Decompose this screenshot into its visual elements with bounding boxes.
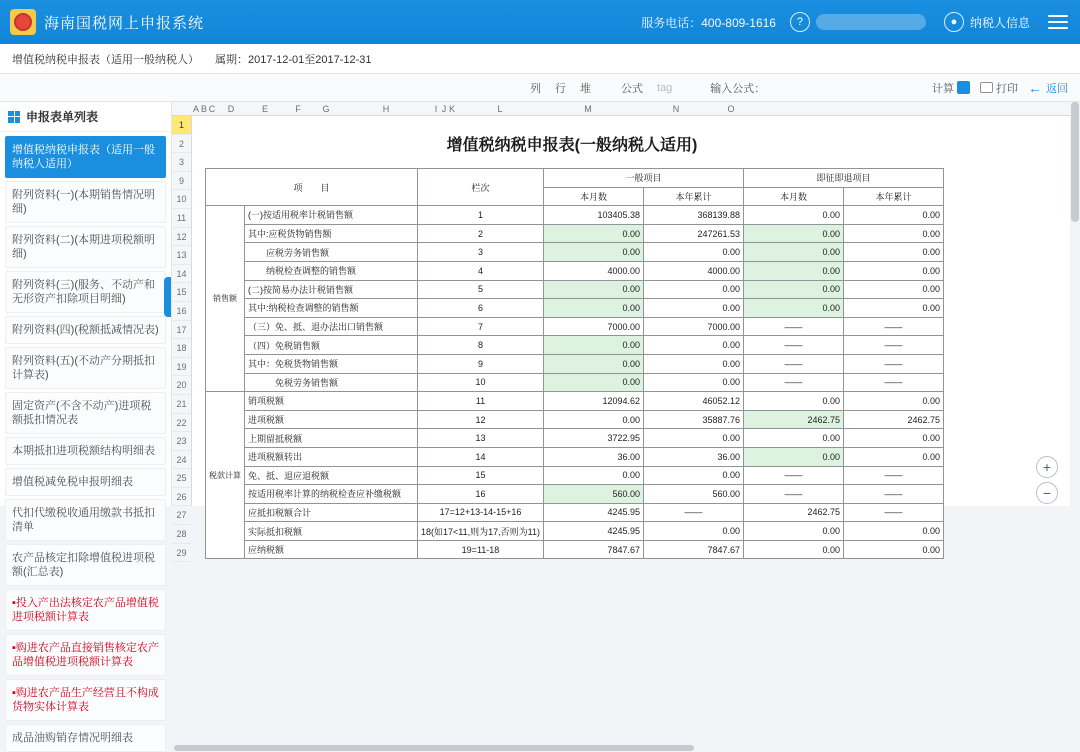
cell-line-no[interactable]: 17=12+13-14-15+16 [418,503,544,522]
cell-i_month[interactable]: 0.00 [743,280,843,299]
sidebar-title-label: 申报表单列表 [26,110,99,124]
cell-i_month[interactable]: —— [743,317,843,336]
sidebar-item-label: 附列资料(五)(不动产分期抵扣计算表) [12,355,155,381]
spreadsheet [172,102,1080,558]
cell-item[interactable]: 应税劳务销售额 [245,243,418,262]
cell-item[interactable]: (二)按简易办法计税销售额 [245,280,418,299]
cell-g_ytd[interactable]: 0.00 [643,354,743,373]
cell-g_month[interactable]: 36.00 [543,447,643,466]
cell-line-no[interactable]: 16 [418,485,544,504]
cell-g_ytd[interactable]: 7847.67 [643,540,743,559]
row-header-13[interactable]: 13 [172,246,191,265]
cell-g_month[interactable]: 4000.00 [543,261,643,280]
cell-i_month[interactable]: 2462.75 [743,410,843,429]
sidebar-item-label: 固定资产(不含不动产)进项税额抵扣情况表 [12,400,152,426]
row-header-16[interactable]: 16 [172,302,191,321]
column-header-M[interactable]: M [584,104,592,114]
sidebar-item-14[interactable] [5,724,166,752]
cell-i_ytd[interactable]: 0.00 [843,540,943,559]
cell-g_ytd[interactable]: 0.00 [643,429,743,448]
column-header-B[interactable]: B [200,104,207,114]
cell-item[interactable]: 其中:纳税检查调整的销售额 [245,299,418,318]
cell-item[interactable]: （四）免税销售额 [245,336,418,355]
row-header-23[interactable]: 23 [172,432,191,451]
row-header-11[interactable]: 11 [172,209,191,228]
cell-i_ytd[interactable]: 0.00 [843,299,943,318]
header-group-general[interactable]: 一般项目 [543,169,743,188]
cell-i_ytd[interactable]: 0.00 [843,261,943,280]
sidebar-item-11[interactable] [5,589,166,631]
cell-line-no[interactable]: 12 [418,410,544,429]
cell-i_ytd[interactable]: —— [843,466,943,485]
cell-i_month[interactable]: 0.00 [743,224,843,243]
cell-g_ytd[interactable]: 368139.88 [643,206,743,225]
row-header-15[interactable]: 15 [172,283,191,302]
cell-g_month[interactable]: 0.00 [543,373,643,392]
cell-i_month[interactable]: 0.00 [743,522,843,541]
sidebar-list [0,132,171,752]
cell-item[interactable]: 免税劳务销售额 [245,373,418,392]
sidebar-item-8[interactable] [5,468,166,496]
cell-i_month[interactable]: 0.00 [743,447,843,466]
row-header-27[interactable]: 27 [172,506,191,525]
arrow-left-icon: ← [1028,79,1042,96]
cell-i_ytd[interactable]: 0.00 [843,243,943,262]
table-row [206,410,944,429]
cell-i_ytd[interactable]: —— [843,336,943,355]
printer-icon [980,82,993,93]
cell-line-no[interactable]: 5 [418,280,544,299]
app-title: 海南国税网上申报系统 [44,14,205,32]
cell-item[interactable]: (一)按适用税率计税销售额 [245,206,418,225]
user-info-label: 纳税人信息 [969,15,1030,30]
table-row [206,392,944,411]
column-headers [172,102,1080,116]
cell-item[interactable]: 应纳税额 [245,540,418,559]
cell-i_ytd[interactable]: —— [843,503,943,522]
row-header-18[interactable]: 18 [172,339,191,358]
sidebar-item-label: 附列资料(二)(本期进项税额明细) [12,234,155,260]
row-header-29[interactable]: 29 [172,544,191,563]
side-label-tax[interactable]: 税款计算 [206,392,245,559]
header-sub-3[interactable]: 本年累计 [843,187,943,206]
sidebar-item-1[interactable] [5,181,166,223]
cell-line-no[interactable]: 2 [418,224,544,243]
cell-i_month[interactable]: —— [743,373,843,392]
account-pill [816,14,926,30]
sidebar-scroll-handle[interactable] [164,277,171,317]
column-header-G[interactable]: G [322,104,330,114]
column-header-C[interactable]: C [208,104,216,114]
cell-g_month[interactable]: 0.00 [543,243,643,262]
table-row [206,280,944,299]
cell-i_ytd[interactable]: —— [843,317,943,336]
sidebar-title [0,102,171,132]
side-label-sales[interactable]: 销售额 [206,206,245,392]
cell-line-no[interactable]: 19=11-18 [418,540,544,559]
row-header-14[interactable]: 14 [172,265,191,284]
merge-button[interactable]: 堆 [580,82,591,95]
table-row [206,522,944,541]
sidebar-item-10[interactable] [5,544,166,586]
formula-button[interactable]: 公式 [621,82,643,95]
col-button[interactable]: 列 [530,82,541,95]
table-row [206,299,944,318]
sidebar-item-label: ▪购进农产品生产经营且不构成货物实体计算表 [12,687,159,713]
column-header-F[interactable]: F [295,104,301,114]
horizontal-scrollbar[interactable] [172,744,1070,752]
question-circle-icon[interactable]: ? [790,12,810,32]
cell-g_ytd[interactable]: 0.00 [643,336,743,355]
sidebar-item-label: 增值税减免税申报明细表 [12,476,133,488]
cell-g_ytd[interactable]: —— [643,503,743,522]
cell-g_ytd[interactable]: 0.00 [643,299,743,318]
sidebar-item-13[interactable] [5,679,166,721]
back-label: 返回 [1046,82,1068,95]
cell-g_month[interactable]: 0.00 [543,224,643,243]
cell-line-no[interactable]: 11 [418,392,544,411]
table-row [206,373,944,392]
table-row [206,336,944,355]
cell-item[interactable]: （三）免、抵、退办法出口销售额 [245,317,418,336]
cell-g_month[interactable]: 7000.00 [543,317,643,336]
column-header-N[interactable]: N [672,104,680,114]
row-header-28[interactable]: 28 [172,525,191,544]
cell-g_ytd[interactable]: 247261.53 [643,224,743,243]
sidebar-item-3[interactable] [5,271,166,313]
cell-item[interactable]: 按适用税率计算的纳税检查应补缴税额 [245,485,418,504]
table-row [206,224,944,243]
sidebar-item-label: 代扣代缴税收通用缴款书抵扣清单 [12,507,155,533]
cell-item[interactable]: 销项税额 [245,392,418,411]
zoom-out-button[interactable]: − [1036,482,1058,504]
calc-button[interactable] [932,80,970,96]
sidebar-item-label: 附列资料(一)(本期销售情况明细) [12,189,155,215]
cell-item[interactable]: 进项税额 [245,410,418,429]
column-header-K[interactable]: K [448,104,455,114]
cell-i_ytd[interactable]: 0.00 [843,392,943,411]
cell-g_month[interactable]: 0.00 [543,410,643,429]
tag-button[interactable]: tag [657,81,673,94]
input-formula-label: 输入公式： [710,82,766,95]
cell-g_ytd[interactable]: 0.00 [643,466,743,485]
cell-i_ytd[interactable]: 0.00 [843,522,943,541]
sidebar-item-label: 农产品核定扣除增值税进项税额(汇总表) [12,552,155,578]
cell-line-no[interactable]: 6 [418,299,544,318]
row-header-24[interactable]: 24 [172,451,191,470]
period-label: 属期：2017-12-01至2017-12-31 [215,53,372,66]
cell-g_month[interactable]: 560.00 [543,485,643,504]
sidebar-item-label: 附列资料(三)(服务、不动产和无形资产扣除项目明细) [12,279,155,305]
sidebar-item-7[interactable] [5,437,166,465]
table-row [206,206,944,225]
cell-item[interactable]: 应抵扣税额合计 [245,503,418,522]
vertical-scrollbar[interactable] [1070,102,1080,506]
print-label: 打印 [996,82,1018,95]
table-row [206,466,944,485]
cell-i_month[interactable]: 0.00 [743,261,843,280]
top-bar-right [641,12,1080,32]
sidebar [0,102,172,744]
cell-line-no[interactable]: 7 [418,317,544,336]
cell-line-no[interactable]: 18(如17<11,则为17,否则为11) [418,522,544,541]
cell-i_ytd[interactable]: 0.00 [843,206,943,225]
calculator-icon [957,81,970,94]
cell-i_month[interactable]: 0.00 [743,392,843,411]
calc-label: 计算 [932,82,954,95]
service-phone: 服务电话：400-809-1616 [641,15,776,30]
cell-g_ytd[interactable]: 36.00 [643,447,743,466]
row-header-10[interactable]: 10 [172,190,191,209]
cell-g_month[interactable]: 3722.95 [543,429,643,448]
column-header-D[interactable]: D [227,104,235,114]
cell-i_ytd[interactable]: —— [843,373,943,392]
cell-i_ytd[interactable]: —— [843,485,943,504]
header-sub-1[interactable]: 本年累计 [643,187,743,206]
table-header-row [206,169,944,188]
cell-line-no[interactable]: 13 [418,429,544,448]
cell-i_month[interactable]: 0.00 [743,243,843,262]
cell-g_ytd[interactable]: 0.00 [643,243,743,262]
header-sub-2[interactable]: 本月数 [743,187,843,206]
row-header-17[interactable]: 17 [172,321,191,340]
table-row [206,317,944,336]
cell-line-no[interactable]: 4 [418,261,544,280]
table-row [206,261,944,280]
cell-i_month[interactable]: 0.00 [743,540,843,559]
print-button[interactable] [980,80,1018,96]
row-header-25[interactable]: 25 [172,469,191,488]
header-line-no[interactable]: 栏次 [418,169,544,206]
top-bar [0,0,1080,44]
sidebar-item-label: 成品油购销存情况明细表 [12,732,133,744]
row-header-21[interactable]: 21 [172,395,191,414]
cell-i_month[interactable]: 0.00 [743,299,843,318]
back-button[interactable] [1028,80,1068,96]
column-header-H[interactable]: H [382,104,390,114]
cell-item[interactable]: 免、抵、退应退税额 [245,466,418,485]
row-header-1[interactable]: 1 [172,116,191,135]
sidebar-item-0[interactable] [5,136,166,178]
table-row [206,354,944,373]
cell-g_ytd[interactable]: 35887.76 [643,410,743,429]
sheet-canvas[interactable] [192,116,1080,556]
cell-i_ytd[interactable]: 0.00 [843,224,943,243]
table-row [206,429,944,448]
sidebar-item-label: ▪投入产出法核定农产品增值税进项税额计算表 [12,597,159,623]
breadcrumb: 增值税纳税申报表（适用一般纳税人） [12,53,199,66]
cell-line-no[interactable]: 15 [418,466,544,485]
table-row [206,243,944,262]
cell-i_month[interactable]: —— [743,466,843,485]
header-group-immediate[interactable]: 即征即退项目 [743,169,943,188]
formula-toolbar [0,74,1080,102]
header-sub-0[interactable]: 本月数 [543,187,643,206]
sidebar-item-label: 本期抵扣进项税额结构明细表 [12,445,155,457]
grid-icon [8,111,20,123]
column-header-E[interactable]: E [261,104,268,114]
cell-g_month[interactable]: 0.00 [543,354,643,373]
cell-item[interactable]: 纳税检查调整的销售额 [245,261,418,280]
row-header-12[interactable]: 12 [172,228,191,247]
cell-g_month[interactable]: 7847.67 [543,540,643,559]
zoom-in-button[interactable]: + [1036,456,1058,478]
cell-g_month[interactable]: 0.00 [543,299,643,318]
cell-g_month[interactable]: 4245.95 [543,503,643,522]
app-logo [0,9,204,35]
row-header-22[interactable]: 22 [172,414,191,433]
user-info-button[interactable] [944,12,1030,32]
table-row [206,503,944,522]
header-item[interactable]: 项 目 [206,169,418,206]
column-header-J[interactable]: J [441,104,447,114]
cell-i_ytd[interactable]: 0.00 [843,280,943,299]
formula-toolbar-right [932,80,1080,96]
row-header-26[interactable]: 26 [172,488,191,507]
cell-g_ytd[interactable]: 7000.00 [643,317,743,336]
hamburger-icon[interactable] [1048,15,1068,29]
cell-g_ytd[interactable]: 4000.00 [643,261,743,280]
row-header-3[interactable]: 3 [172,153,191,172]
cell-i_ytd[interactable]: 0.00 [843,447,943,466]
cell-i_month[interactable]: —— [743,336,843,355]
cell-i_month[interactable]: —— [743,354,843,373]
cell-g_month[interactable]: 0.00 [543,280,643,299]
row-header-9[interactable]: 9 [172,172,191,191]
sidebar-item-4[interactable] [5,316,166,344]
cell-g_month[interactable]: 103405.38 [543,206,643,225]
sidebar-item-label: ▪购进农产品直接销售核定农产品增值税进项税额计算表 [12,642,159,668]
row-header-2[interactable]: 2 [172,135,191,154]
cell-i_ytd[interactable]: 0.00 [843,429,943,448]
row-header-19[interactable]: 19 [172,358,191,377]
sidebar-item-label: 增值税纳税申报表（适用一般纳税人适用） [12,144,155,170]
column-header-L[interactable]: L [497,104,503,114]
cell-i_month[interactable]: 0.00 [743,429,843,448]
cell-item[interactable]: 其中:应税货物销售额 [245,224,418,243]
sidebar-item-2[interactable] [5,226,166,268]
row-button[interactable]: 行 [555,82,566,95]
cell-g_ytd[interactable]: 560.00 [643,485,743,504]
sidebar-item-12[interactable] [5,634,166,676]
column-header-A[interactable]: A [192,104,199,114]
cell-i_ytd[interactable]: 2462.75 [843,410,943,429]
cell-i_month[interactable]: 0.00 [743,206,843,225]
cell-item[interactable]: 上期留抵税额 [245,429,418,448]
cell-item[interactable]: 进项税额转出 [245,447,418,466]
emblem-icon [10,9,36,35]
row-headers [172,116,192,558]
cell-item[interactable]: 其中：免税货物销售额 [245,354,418,373]
cell-g_ytd[interactable]: 0.00 [643,280,743,299]
cell-line-no[interactable]: 14 [418,447,544,466]
cell-line-no[interactable]: 1 [418,206,544,225]
row-header-20[interactable]: 20 [172,376,191,395]
cell-g_ytd[interactable]: 0.00 [643,522,743,541]
cell-line-no[interactable]: 9 [418,354,544,373]
tax-form-table [205,168,944,559]
cell-g_ytd[interactable]: 0.00 [643,373,743,392]
cell-i_month[interactable]: —— [743,485,843,504]
cell-i_month[interactable]: 2462.75 [743,503,843,522]
cell-line-no[interactable]: 8 [418,336,544,355]
sidebar-item-5[interactable] [5,347,166,389]
table-row [206,540,944,559]
column-header-O[interactable]: O [727,104,735,114]
cell-item[interactable]: 实际抵扣税额 [245,522,418,541]
column-header-I[interactable]: I [434,104,438,114]
cell-i_ytd[interactable]: —— [843,354,943,373]
table-row [206,447,944,466]
cell-g_month[interactable]: 0.00 [543,466,643,485]
cell-line-no[interactable]: 3 [418,243,544,262]
user-circle-icon: ● [944,12,964,32]
cell-g_month[interactable]: 4245.95 [543,522,643,541]
cell-g_ytd[interactable]: 46052.12 [643,392,743,411]
sidebar-item-6[interactable] [5,392,166,434]
cell-line-no[interactable]: 10 [418,373,544,392]
document-title: 增值税纳税申报表(一般纳税人适用) [446,137,698,154]
sidebar-item-label: 附列资料(四)(税额抵减情况表) [12,324,159,336]
cell-g_month[interactable]: 0.00 [543,336,643,355]
breadcrumb-bar [0,44,1080,74]
cell-g_month[interactable]: 12094.62 [543,392,643,411]
table-row [206,485,944,504]
sidebar-item-9[interactable] [5,499,166,541]
